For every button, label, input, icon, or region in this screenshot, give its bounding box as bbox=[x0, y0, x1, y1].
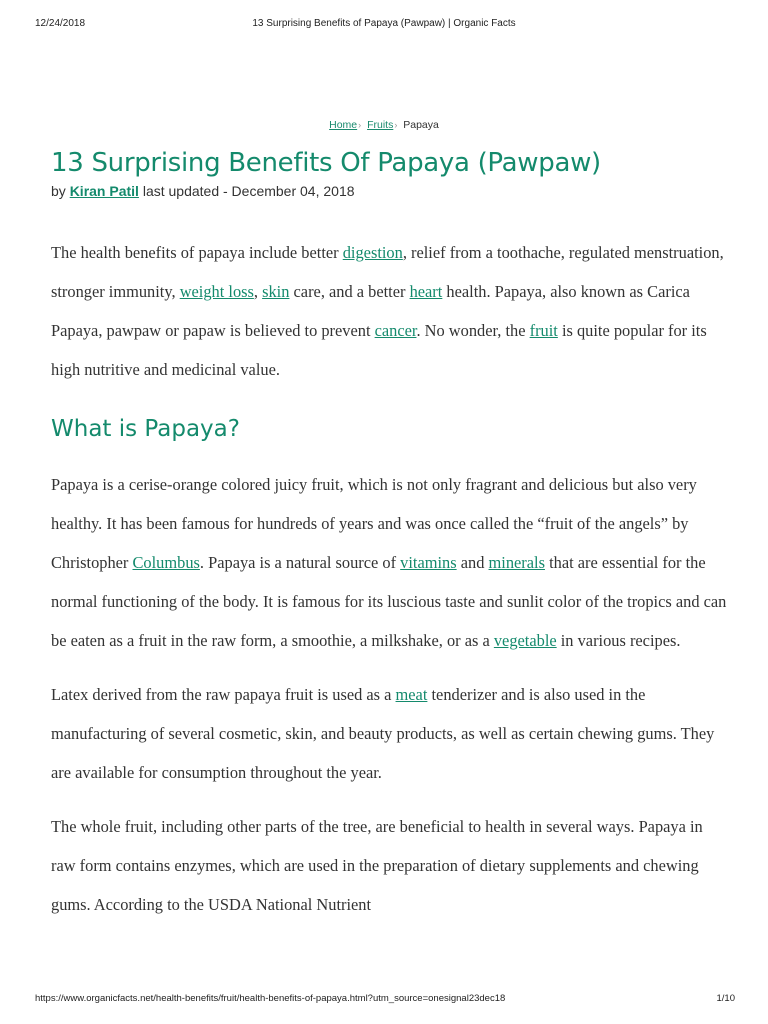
author-link[interactable]: Kiran Patil bbox=[69, 183, 139, 199]
text: Papaya is a cerise-orange colored juicy fruit, which is not only fragrant and delicious but also very healthy. It has been famous for hundreds of years and was once called the “fruit of the angels” by Christopher bbox=[51, 475, 697, 572]
breadcrumb bbox=[0, 119, 768, 131]
byline bbox=[51, 183, 355, 199]
text: . Papaya is a natural source of bbox=[199, 553, 401, 572]
breadcrumb-separator-icon: › bbox=[358, 120, 362, 130]
article-body bbox=[51, 233, 731, 939]
updated-date: last updated - December 04, 2018 bbox=[142, 183, 355, 199]
intro-paragraph bbox=[51, 233, 731, 389]
link-vitamins[interactable]: vitamins bbox=[400, 553, 457, 572]
paragraph bbox=[51, 807, 731, 924]
print-date: 12/24/2018 bbox=[35, 18, 86, 29]
breadcrumb-separator-icon: › bbox=[394, 120, 398, 130]
text: , relief from a toothache, regulated menstruation, stronger immunity, bbox=[51, 243, 724, 301]
text: The health benefits of papaya include better bbox=[51, 243, 343, 262]
text: . No wonder, the bbox=[416, 321, 530, 340]
text: care, and a better bbox=[289, 282, 410, 301]
byline-prefix: by bbox=[51, 183, 66, 199]
link-digestion[interactable]: digestion bbox=[342, 243, 403, 262]
paragraph bbox=[51, 465, 731, 660]
text: and bbox=[456, 553, 489, 572]
link-meat[interactable]: meat bbox=[395, 685, 428, 704]
link-cancer[interactable]: cancer bbox=[374, 321, 417, 340]
breadcrumb-fruits-link[interactable]: Fruits bbox=[367, 119, 394, 131]
text: Latex derived from the raw papaya fruit is used as a bbox=[51, 685, 396, 704]
link-fruit[interactable]: fruit bbox=[529, 321, 558, 340]
text: , bbox=[253, 282, 263, 301]
link-vegetable[interactable]: vegetable bbox=[493, 631, 557, 650]
text: health. Papaya, also known as Carica Papaya, pawpaw or papaw is believed to prevent bbox=[51, 282, 690, 340]
text: tenderizer and is also used in the manufacturing of several cosmetic, skin, and beauty products, as well as certain chewing gums. They are available for consumption throughout the year. bbox=[51, 685, 715, 782]
link-skin[interactable]: skin bbox=[262, 282, 290, 301]
breadcrumb-current: Papaya bbox=[403, 119, 439, 131]
link-weight-loss[interactable]: weight loss bbox=[179, 282, 254, 301]
page-number: 1/10 bbox=[716, 993, 735, 1004]
text: in various recipes. bbox=[556, 631, 681, 650]
link-heart[interactable]: heart bbox=[409, 282, 443, 301]
page-title: 13 Surprising Benefits Of Papaya (Pawpaw) bbox=[51, 148, 601, 178]
link-columbus[interactable]: Columbus bbox=[132, 553, 200, 572]
section-heading: What is Papaya? bbox=[51, 416, 240, 442]
print-url: https://www.organicfacts.net/health-benefits/fruit/health-benefits-of-papaya.html?utm_source=onesignal23dec18 bbox=[35, 993, 506, 1004]
text: that are essential for the normal functioning of the body. It is famous for its luscious taste and sunlit color of the tropics and can be eaten as a fruit in the raw form, a smoothie, a milkshake, or as a bbox=[51, 553, 727, 650]
breadcrumb-home-link[interactable]: Home bbox=[329, 119, 358, 131]
print-document-title: 13 Surprising Benefits of Papaya (Pawpaw) | Organic Facts bbox=[252, 18, 516, 29]
text: The whole fruit, including other parts of the tree, are beneficial to health in several ways. Papaya in raw form contains enzymes, which are used in the preparation of dietary supplements and chewing gums. According to the USDA National Nutrient bbox=[51, 817, 703, 914]
paragraph bbox=[51, 675, 731, 792]
link-minerals[interactable]: minerals bbox=[488, 553, 545, 572]
text: is quite popular for its high nutritive and medicinal value. bbox=[51, 321, 707, 379]
